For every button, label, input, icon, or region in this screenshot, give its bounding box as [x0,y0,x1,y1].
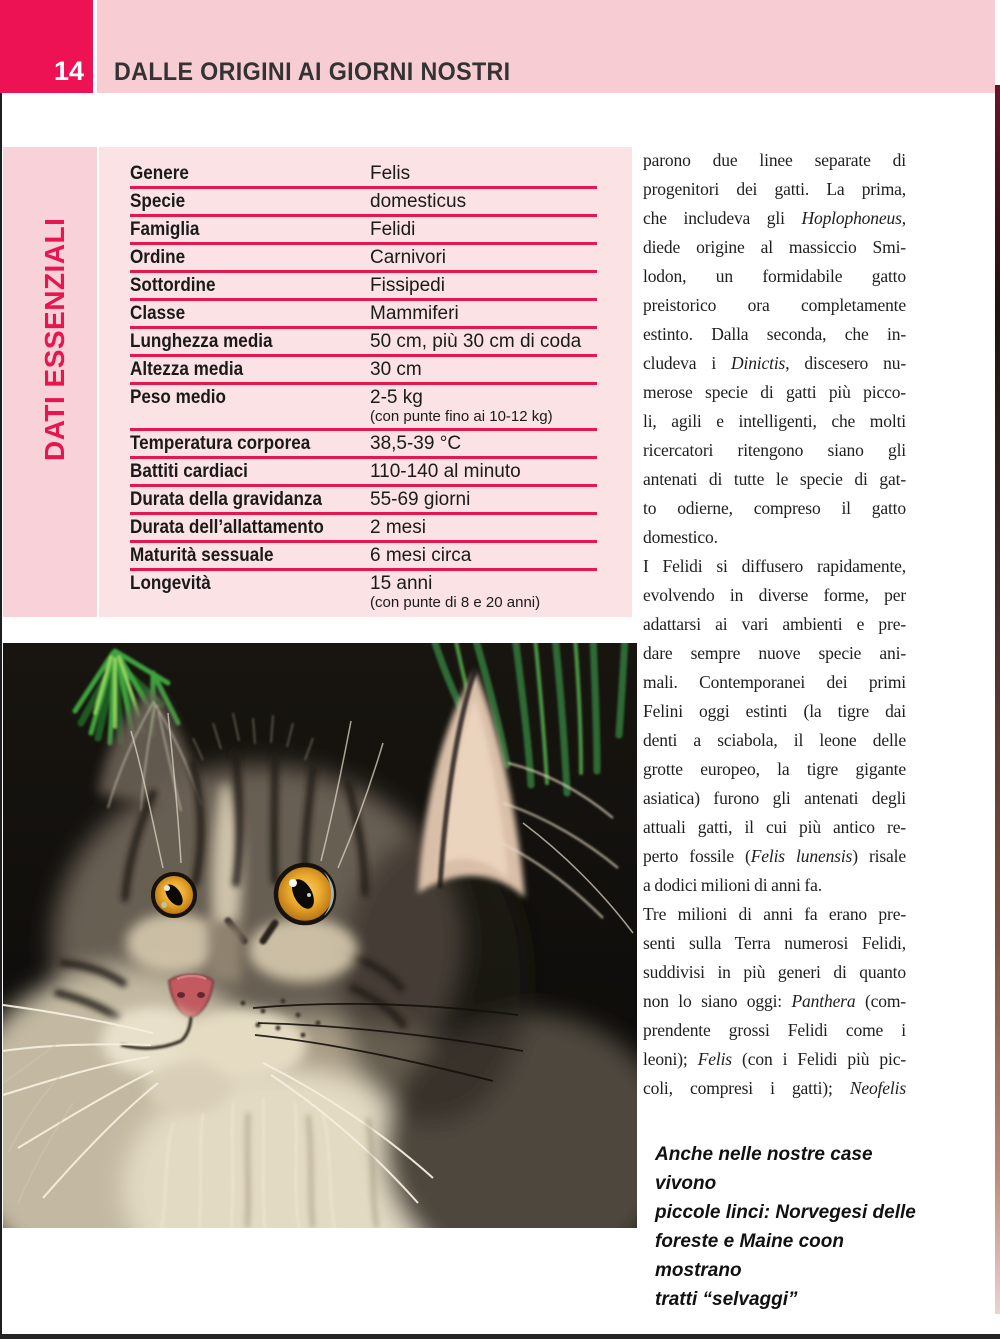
table-row-value [370,248,597,268]
table-row-value [370,574,597,612]
value-text: 6 mesi circa [370,545,472,566]
italic-term: Felis lunensis [750,846,853,866]
text-segment: I Felidi si diffusero rapidamente, [643,556,906,576]
article-line [643,407,906,436]
table-row-value [370,388,597,426]
article-line [643,1016,906,1045]
caption-line: piccole linci: Norvegesi delle [655,1202,916,1223]
nose-bridge [208,923,243,983]
table-row [130,217,597,245]
text-segment: evolvendo in diverse forme, per [643,585,906,605]
scan-edge-bottom [0,1334,1000,1339]
table-row [130,329,597,357]
text-segment: attuali gatti, il cui più antico re- [643,817,906,837]
article-line [643,1045,906,1074]
table-row-label: Peso medio [130,387,226,408]
text-segment: grotte europeo, la tigre gigante [643,759,906,779]
italic-term: Neofelis [849,1078,906,1098]
italic-term: Felis [697,1049,732,1069]
page-number: 14 [53,56,84,86]
text-segment: asiatica) furono gli antenati degli [643,788,906,808]
text-segment: mali. Contemporanei dei primi [643,672,906,692]
article-line [643,436,906,465]
text-segment: Tre milioni di anni fa erano pre- [643,904,906,924]
caption-line: foreste e Maine coon mostrano [655,1231,844,1281]
text-segment: (com- [855,991,906,1011]
essential-data-panel [99,147,632,617]
value-text: 30 cm [370,359,422,380]
table-row-value [370,490,597,510]
table-row-value [370,518,597,538]
essential-data-table [130,161,597,614]
article-line [643,784,906,813]
table-row [130,487,597,515]
text-segment: prendente grossi Felidi come i [643,1020,906,1040]
table-row-label: Classe [130,303,186,324]
text-segment: coli, compresi i gatti); [643,1078,850,1098]
text-segment: denti a sciabola, il leone delle [643,730,906,750]
page-number-box [0,0,93,93]
article-line [643,900,906,929]
table-row-label: Specie [130,191,186,212]
value-text: Felis [370,163,411,184]
text-segment: li, agili e intelligenti, che molti [643,411,906,431]
table-row-label: Durata dell’allattamento [130,517,324,538]
text-segment: to odierne, compreso il gatto [643,498,906,518]
photo-caption [655,1140,923,1314]
table-row-value [370,276,597,296]
article-line [643,523,906,552]
table-row-value [370,546,597,566]
table-row-label: Sottordine [130,275,216,296]
text-segment: cludeva i [643,353,731,373]
value-text: 110-140 al minuto [370,461,521,482]
text-segment: progenitori dei gatti. La prima, [643,179,906,199]
table-row [130,543,597,571]
table-row [130,571,597,614]
table-row-label: Lunghezza media [130,331,273,352]
table-row-label: Battiti cardiaci [130,461,248,482]
chapter-title: DALLE ORIGINI AI GIORNI NOSTRI [114,58,511,86]
article-line [643,465,906,494]
article-line [643,146,906,175]
table-row-label: Temperatura corporea [130,433,311,454]
italic-term: Dinictis [731,353,786,373]
article-line [643,378,906,407]
table-row [130,459,597,487]
text-segment: antenati di tutte le specie di gat- [643,469,906,489]
article-line [643,552,906,581]
text-segment: leoni); [643,1049,698,1069]
article-line [643,639,906,668]
value-text: Fissipedi [370,275,445,296]
value-text: 2 mesi [370,517,426,538]
article-line [643,668,906,697]
table-row-value [370,164,597,184]
text-segment: che includeva gli [643,208,802,228]
italic-term: Hoplophoneus [801,208,902,228]
text-segment: domestico. [643,527,718,547]
text-segment: merose specie di gatti più picco- [643,382,906,402]
italic-term: Panthera [791,991,856,1011]
scan-edge-right [995,85,1000,1314]
table-row-value [370,462,597,482]
article-line [643,755,906,784]
cat-photo-illustration [3,643,637,1228]
value-text: Carnivori [370,247,447,268]
table-row-value [370,360,597,380]
text-segment: adattarsi ai vari ambienti e pre- [643,614,906,634]
value-text: 15 anni [370,573,433,594]
article-line [643,175,906,204]
table-row-label: Maturità sessuale [130,545,274,566]
cat-right-eye [276,865,334,923]
caption-line: tratti “selvaggi” [655,1289,798,1310]
text-segment: (con i Felidi più pic- [731,1049,906,1069]
text-segment: preistorico ora completamente [643,295,906,315]
cat-left-eye [153,874,195,916]
table-row [130,357,597,385]
article-line [643,813,906,842]
article-line [643,291,906,320]
value-text: Mammiferi [370,303,459,324]
text-segment: senti sulla Terra numerosi Felidi, [643,933,906,953]
cat-photo [3,643,637,1228]
article-line [643,610,906,639]
article-line [643,1074,906,1103]
table-row-label: Famiglia [130,219,200,240]
table-row-note: (con punte fino ai 10-12 kg) [370,408,553,425]
table-row-value [370,434,597,454]
table-row-label: Longevità [130,573,211,594]
text-segment: dare sempre nuove specie ani- [643,643,906,663]
text-segment: a dodici milioni di anni fa. [643,875,822,895]
table-row [130,161,597,189]
caption-line: Anche nelle nostre case vivono [655,1144,873,1194]
article-line [643,233,906,262]
table-row [130,273,597,301]
article-line [643,320,906,349]
value-text: domesticus [370,191,467,212]
text-segment: , discesero nu- [785,353,906,373]
table-row [130,245,597,273]
article-line [643,726,906,755]
table-row [130,515,597,543]
article-line [643,842,906,871]
text-segment: parono due linee separate di [643,150,906,170]
table-row-value [370,192,597,212]
table-row-value [370,304,597,324]
table-row [130,189,597,217]
table-row-note: (con punte di 8 e 20 anni) [370,594,541,611]
table-row-label: Ordine [130,247,186,268]
article-line [643,204,906,233]
article-line [643,494,906,523]
table-row-value [370,220,597,240]
article-line [643,929,906,958]
text-segment: ) risale [852,846,906,866]
text-segment: diede origine al massiccio Smi- [643,237,906,257]
text-segment: Felini oggi estinti (la tigre dai [643,701,906,721]
sidebar-label: DATI ESSENZIALI [39,217,70,461]
text-segment: estinto. Dalla seconda, che in- [643,324,906,344]
text-segment: ricercatori ritengono siano gli [643,440,906,460]
article-line [643,697,906,726]
table-row [130,431,597,459]
article-line [643,349,906,378]
article-line [643,987,906,1016]
text-segment: suddivisi in più generi di quanto [643,962,906,982]
article-line [643,581,906,610]
text-segment: non lo siano oggi: [643,991,792,1011]
article-line [643,958,906,987]
value-text: 2-5 kg [370,387,423,408]
table-row-value [370,332,597,352]
scan-edge-left [0,93,2,1339]
table-row-label: Altezza media [130,359,244,380]
value-text: 38,5-39 °C [370,433,462,454]
value-text: 50 cm, più 30 cm di coda [370,331,582,352]
table-row [130,385,597,431]
value-text: Felidi [370,219,416,240]
value-text: 55-69 giorni [370,489,471,510]
text-segment: perto fossile ( [643,846,751,866]
chapter-header-band [97,0,995,93]
article-line [643,871,906,900]
table-row-label: Durata della gravidanza [130,489,322,510]
table-row [130,301,597,329]
article-line [643,262,906,291]
article-column [643,146,906,1103]
table-row-label: Genere [130,163,189,184]
text-segment: , [901,208,906,228]
text-segment: lodon, un formidabile gatto [643,266,906,286]
